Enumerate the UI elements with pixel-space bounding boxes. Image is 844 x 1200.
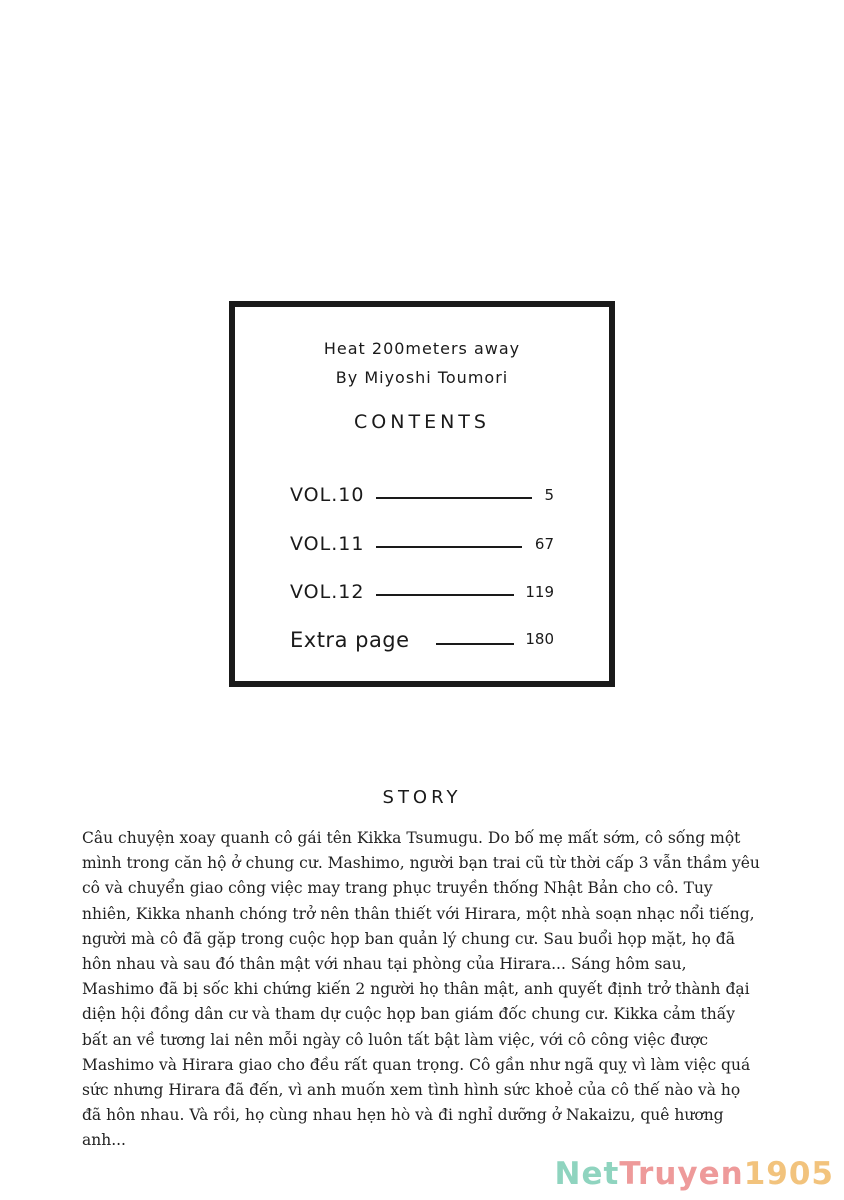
toc-entry-vol12 bbox=[290, 581, 560, 609]
toc-label: VOL.12 bbox=[290, 581, 365, 603]
toc-leader-line bbox=[436, 643, 514, 645]
watermark-brand-part2: Truyen bbox=[619, 1156, 744, 1192]
story-heading: STORY bbox=[382, 787, 462, 808]
toc-page-number: 180 bbox=[525, 630, 554, 648]
toc-page-number: 5 bbox=[544, 486, 554, 504]
contents-box bbox=[229, 301, 615, 687]
site-watermark bbox=[555, 1156, 834, 1192]
toc-label: Extra page bbox=[290, 628, 410, 652]
toc-entry-vol11 bbox=[290, 533, 560, 561]
contents-heading: CONTENTS bbox=[354, 411, 490, 433]
toc-leader-line bbox=[376, 594, 514, 596]
toc-leader-line bbox=[376, 546, 522, 548]
watermark-brand-part1: Net bbox=[554, 1156, 620, 1192]
book-author: By Miyoshi Toumori bbox=[335, 368, 509, 387]
toc-leader-line bbox=[376, 497, 532, 499]
toc-page-number: 119 bbox=[525, 583, 554, 601]
toc-entry-vol10 bbox=[290, 484, 560, 512]
toc-label: VOL.11 bbox=[290, 533, 365, 555]
toc-label: VOL.10 bbox=[290, 484, 365, 506]
watermark-number: 1905 bbox=[743, 1156, 834, 1192]
story-paragraph: Câu chuyện xoay quanh cô gái tên Kikka Tsumugu. Do bố mẹ mất sớm, cô sống một mình trong căn hộ ở chung cư. Mashimo, người bạn trai cũ từ thời cấp 3 vẫn thầm yêu cô và chuyển giao công việc may trang phục truyền thống Nhật Bản cho cô. Tuy nhiên, Kikka nhanh chóng trở nên thân thiết với Hirara, một nhà soạn nhạc nổi tiếng, người mà cô đã gặp trong cuộc họp ban quản lý chung cư. Sau buổi họp mặt, họ đã hôn nhau và sau đó thân mật với nhau tại phòng của Hirara... Sáng hôm sau, Mashimo đã bị sốc khi chứng kiến 2 người họ thân mật, anh quyết định trở thành đại diện hội đồng dân cư và tham dự cuộc họp ban giám đốc chung cư. Kikka cảm thấy bất an về tương lai nên mỗi ngày cô luôn tất bật làm việc, với cô công việc được Mashimo và Hirara giao cho đều rất quan trọng. Cô gần như ngã quỵ vì làm việc quá sức nhưng Hirara đã đến, vì anh muốn xem tình hình sức khoẻ của cô thế nào và họ đã hôn nhau. Và rồi, họ cùng nhau hẹn hò và đi nghỉ dưỡng ở Nakaizu, quê hương anh... bbox=[82, 829, 760, 1150]
toc-entry-extra-page bbox=[290, 628, 560, 656]
toc-page-number: 67 bbox=[534, 535, 554, 553]
book-title: Heat 200meters away bbox=[323, 339, 521, 358]
